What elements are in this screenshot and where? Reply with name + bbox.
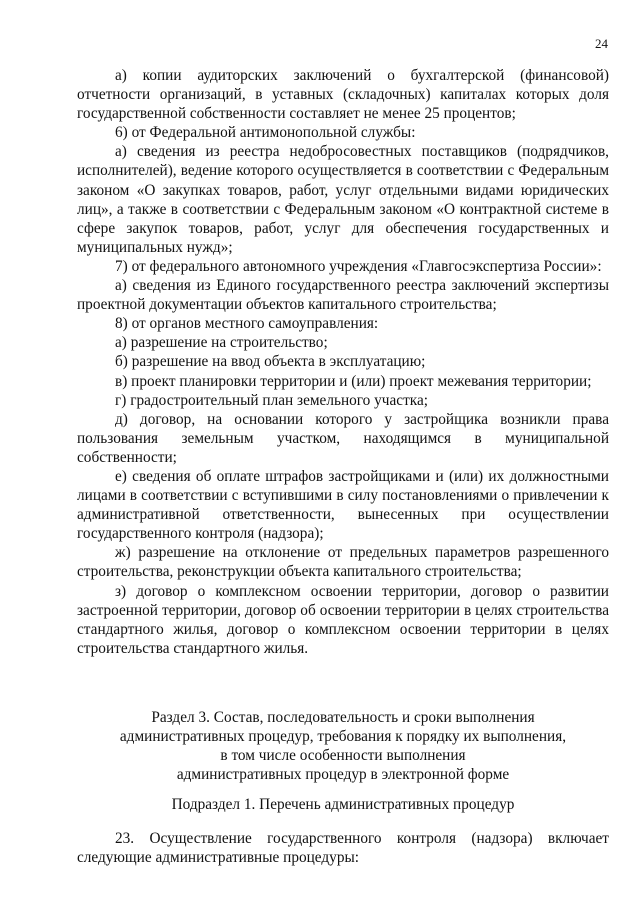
- paragraph: а) сведения из Единого государственного реестра заключений экспертизы проектной документации объектов капитального строительства;: [77, 277, 609, 314]
- paragraph: г) градостроительный план земельного участка;: [115, 391, 428, 409]
- final-paragraph-block: [77, 829, 609, 867]
- section-title: [77, 708, 609, 784]
- paragraph: 23. Осуществление государственного контроля (надзора) включает следующие административные процедуры:: [77, 830, 609, 867]
- paragraph: а) копии аудиторских заключений о бухгалтерской (финансовой) отчетности организаций, в уставных (складочных) капиталах которых доля государственной собственности составляет не менее 25 процентов;: [77, 67, 609, 123]
- paragraph: 8) от органов местного самоуправления:: [115, 315, 379, 333]
- section-title-line: административных процедур, требования к порядку их выполнения,: [119, 728, 567, 746]
- page-number: 24: [595, 36, 608, 51]
- section-title-line: административных процедур в электронной форме: [176, 766, 510, 784]
- section-title-line: в том числе особенности выполнения: [220, 747, 466, 765]
- paragraph: 7) от федерального автономного учреждения «Главгосэкспертиза России»:: [115, 257, 602, 275]
- paragraph: з) договор о комплексном освоении территории, договор о развитии застроенной территории, договор об освоении территории в целях строительства стандартного жилья, договор о комплексном освоении территории в целях строительства стандартного жилья.: [77, 582, 609, 657]
- paragraph: б) разрешение на ввод объекта в эксплуатацию;: [115, 353, 426, 371]
- paragraph: е) сведения об оплате штрафов застройщиками и (или) их должностными лицами в соответствии с вступившими в силу постановлениями о привлечении к административной ответственности, вынесенных при осуществлении государственного контроля (надзора);: [77, 467, 609, 543]
- paragraph: а) разрешение на строительство;: [115, 334, 328, 352]
- paragraph: 6) от Федеральной антимонопольной службы:: [115, 124, 416, 142]
- paragraph: ж) разрешение на отклонение от предельных параметров разрешенного строительства, реконструкции объекта капитального строительства;: [77, 544, 609, 581]
- body-text: [77, 66, 609, 658]
- paragraph: а) сведения из реестра недобросовестных поставщиков (подрядчиков, исполнителей), ведение которого осуществляется в соответствии с Федеральным законом «О закупках товаров, работ, услуг отдельными видами юридических лиц», а также в соответствии с Федеральным законом «О контрактной системе в сфере закупок товаров, работ, услуг для обеспечения государственных и муниципальных нужд»;: [77, 143, 609, 256]
- paragraph: в) проект планировки территории и (или) проект межевания территории;: [115, 372, 592, 390]
- section-title-line: Раздел 3. Состав, последовательность и сроки выполнения: [151, 709, 535, 726]
- subsection-title: Подраздел 1. Перечень административных процедур: [171, 796, 515, 813]
- paragraph: д) договор, на основании которого у застройщика возникли права пользования земельным участком, находящимся в муниципальной собственности;: [77, 410, 609, 466]
